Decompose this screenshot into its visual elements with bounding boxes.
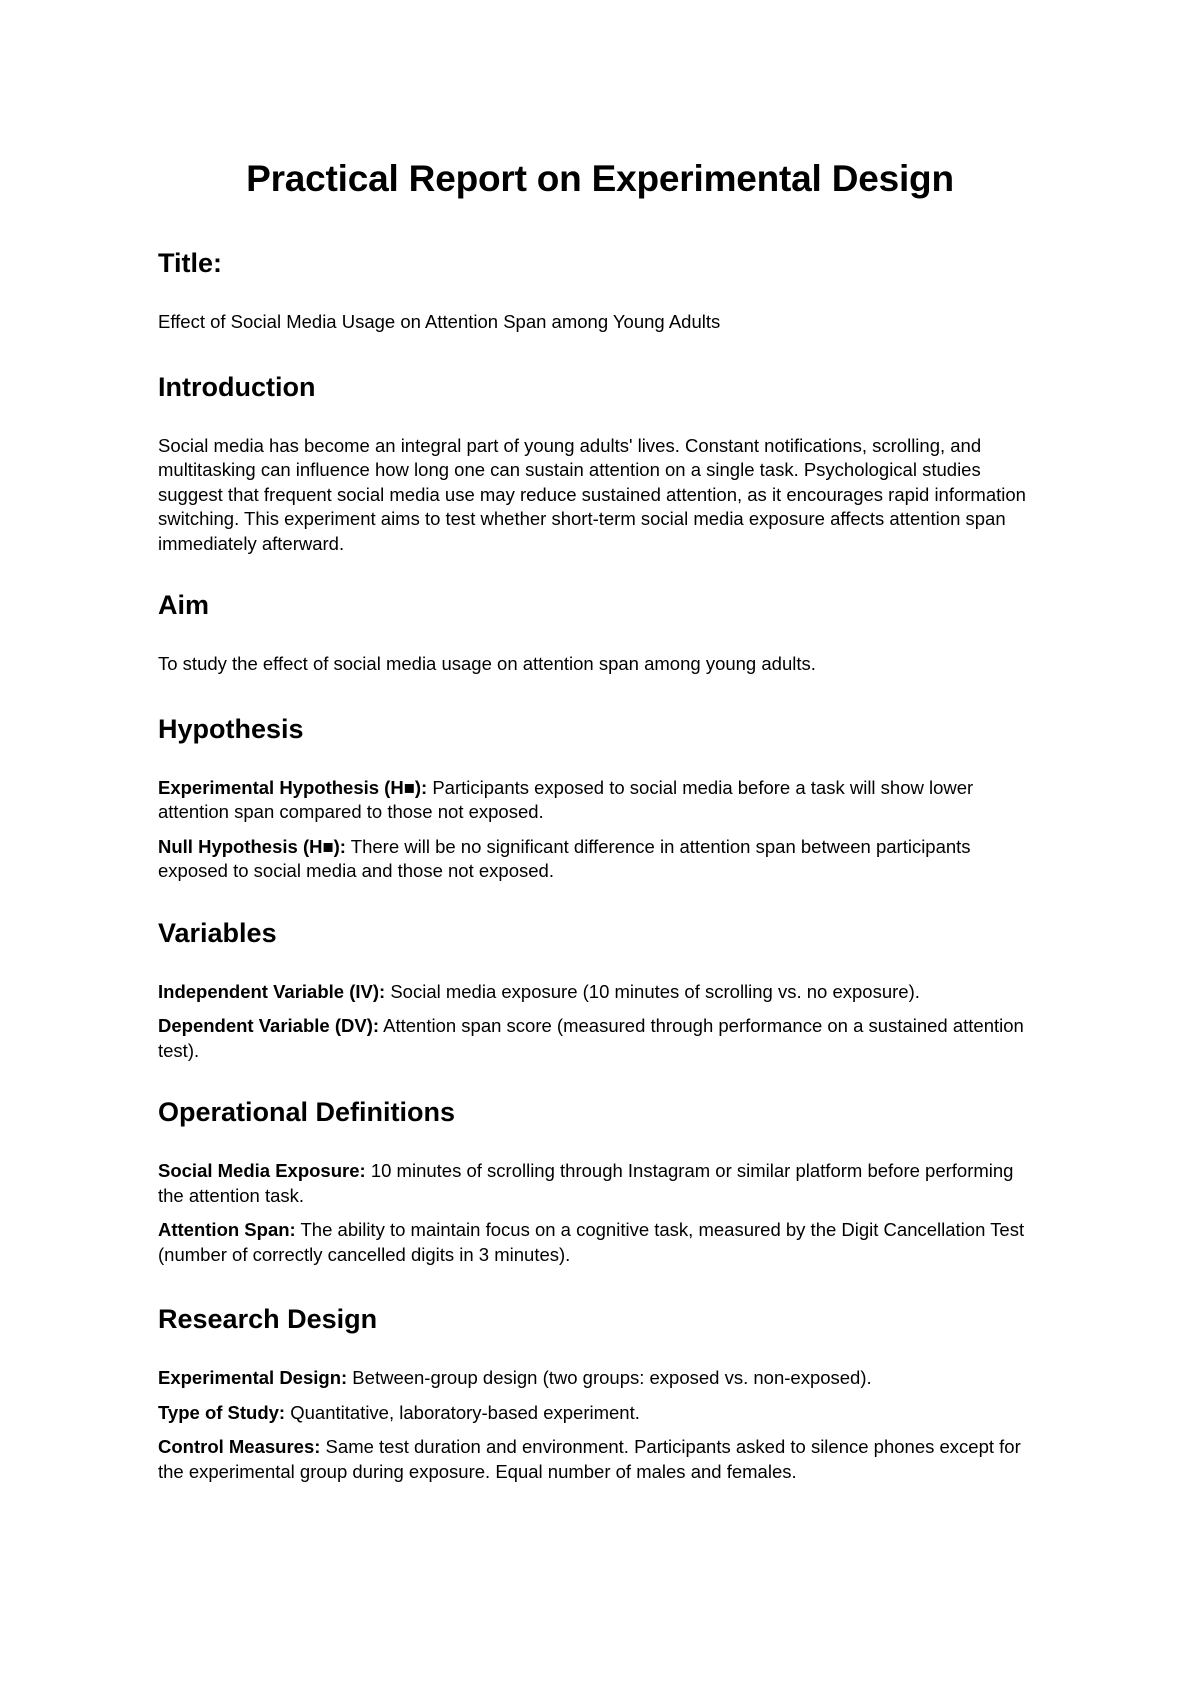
independent-variable-label: Independent Variable (IV): bbox=[158, 980, 386, 1002]
introduction-paragraph: Social media has become an integral part of young adults' lives. Constant notifications, scrolling, and multitasking can influence how long one can sustain attention on a single task. Psychological studies suggest that frequent social media use may reduce sustained attention, as it encourages rapid information switching. This experiment aims to test whether short-term social media exposure affects attention span immediately afterward. bbox=[158, 434, 1026, 554]
definition-attention-span bbox=[158, 1218, 1042, 1267]
experimental-design bbox=[158, 1366, 1042, 1391]
type-of-study-label: Type of Study: bbox=[158, 1401, 286, 1423]
experimental-design-label: Experimental Design: bbox=[158, 1367, 348, 1388]
null-hypothesis bbox=[158, 835, 1042, 884]
experimental-design-text: Between-group design (two groups: exposed vs. non-exposed). bbox=[347, 1367, 872, 1388]
experimental-hypothesis bbox=[158, 776, 1042, 825]
null-hypothesis-label: Null Hypothesis (H■): bbox=[158, 835, 346, 857]
dependent-variable bbox=[158, 1014, 1042, 1063]
dependent-variable-label: Dependent Variable (DV): bbox=[158, 1015, 380, 1036]
section-heading-title: Title: bbox=[158, 248, 223, 278]
definition-social-media-exposure-label: Social Media Exposure: bbox=[158, 1160, 366, 1181]
section-heading-introduction: Introduction bbox=[158, 371, 316, 402]
independent-variable bbox=[158, 980, 1042, 1005]
section-heading-hypothesis: Hypothesis bbox=[158, 713, 304, 744]
type-of-study bbox=[158, 1401, 1042, 1426]
section-heading-variables: Variables bbox=[158, 917, 277, 948]
section-heading-research-design: Research Design bbox=[158, 1304, 378, 1334]
definition-social-media-exposure-text: 10 minutes of scrolling through Instagram or similar platform before performing the attention task. bbox=[158, 1160, 1014, 1206]
definition-attention-span-text: The ability to maintain focus on a cognitive task, measured by the Digit Cancellation Test (number of correctly cancelled digits in 3 minutes). bbox=[158, 1219, 1025, 1265]
experimental-hypothesis-label: Experimental Hypothesis (H■): bbox=[158, 776, 428, 798]
section-heading-aim: Aim bbox=[158, 590, 210, 620]
dependent-variable-text: Attention span score (measured through performance on a sustained attention test). bbox=[158, 1015, 1024, 1061]
definition-attention-span-label: Attention Span: bbox=[158, 1219, 296, 1240]
report-title-text: Effect of Social Media Usage on Attention Span among Young Adults bbox=[158, 311, 721, 332]
control-measures-label: Control Measures: bbox=[158, 1436, 321, 1457]
independent-variable-text: Social media exposure (10 minutes of scrolling vs. no exposure). bbox=[385, 980, 920, 1002]
experimental-hypothesis-text: Participants exposed to social media before a task will show lower attention span compared to those not exposed. bbox=[158, 776, 974, 822]
definition-social-media-exposure bbox=[158, 1159, 1042, 1208]
aim-paragraph: To study the effect of social media usage on attention span among young adults. bbox=[158, 653, 816, 674]
document-title: Practical Report on Experimental Design bbox=[246, 158, 954, 199]
section-heading-operational-definitions: Operational Definitions bbox=[158, 1097, 456, 1127]
control-measures-text: Same test duration and environment. Participants asked to silence phones except for the experimental group during exposure. Equal number of males and females. bbox=[158, 1436, 1021, 1482]
control-measures bbox=[158, 1435, 1042, 1484]
null-hypothesis-text: There will be no significant difference in attention span between participants exposed to social media and those not exposed. bbox=[158, 835, 971, 881]
type-of-study-text: Quantitative, laboratory-based experiment. bbox=[285, 1401, 640, 1423]
